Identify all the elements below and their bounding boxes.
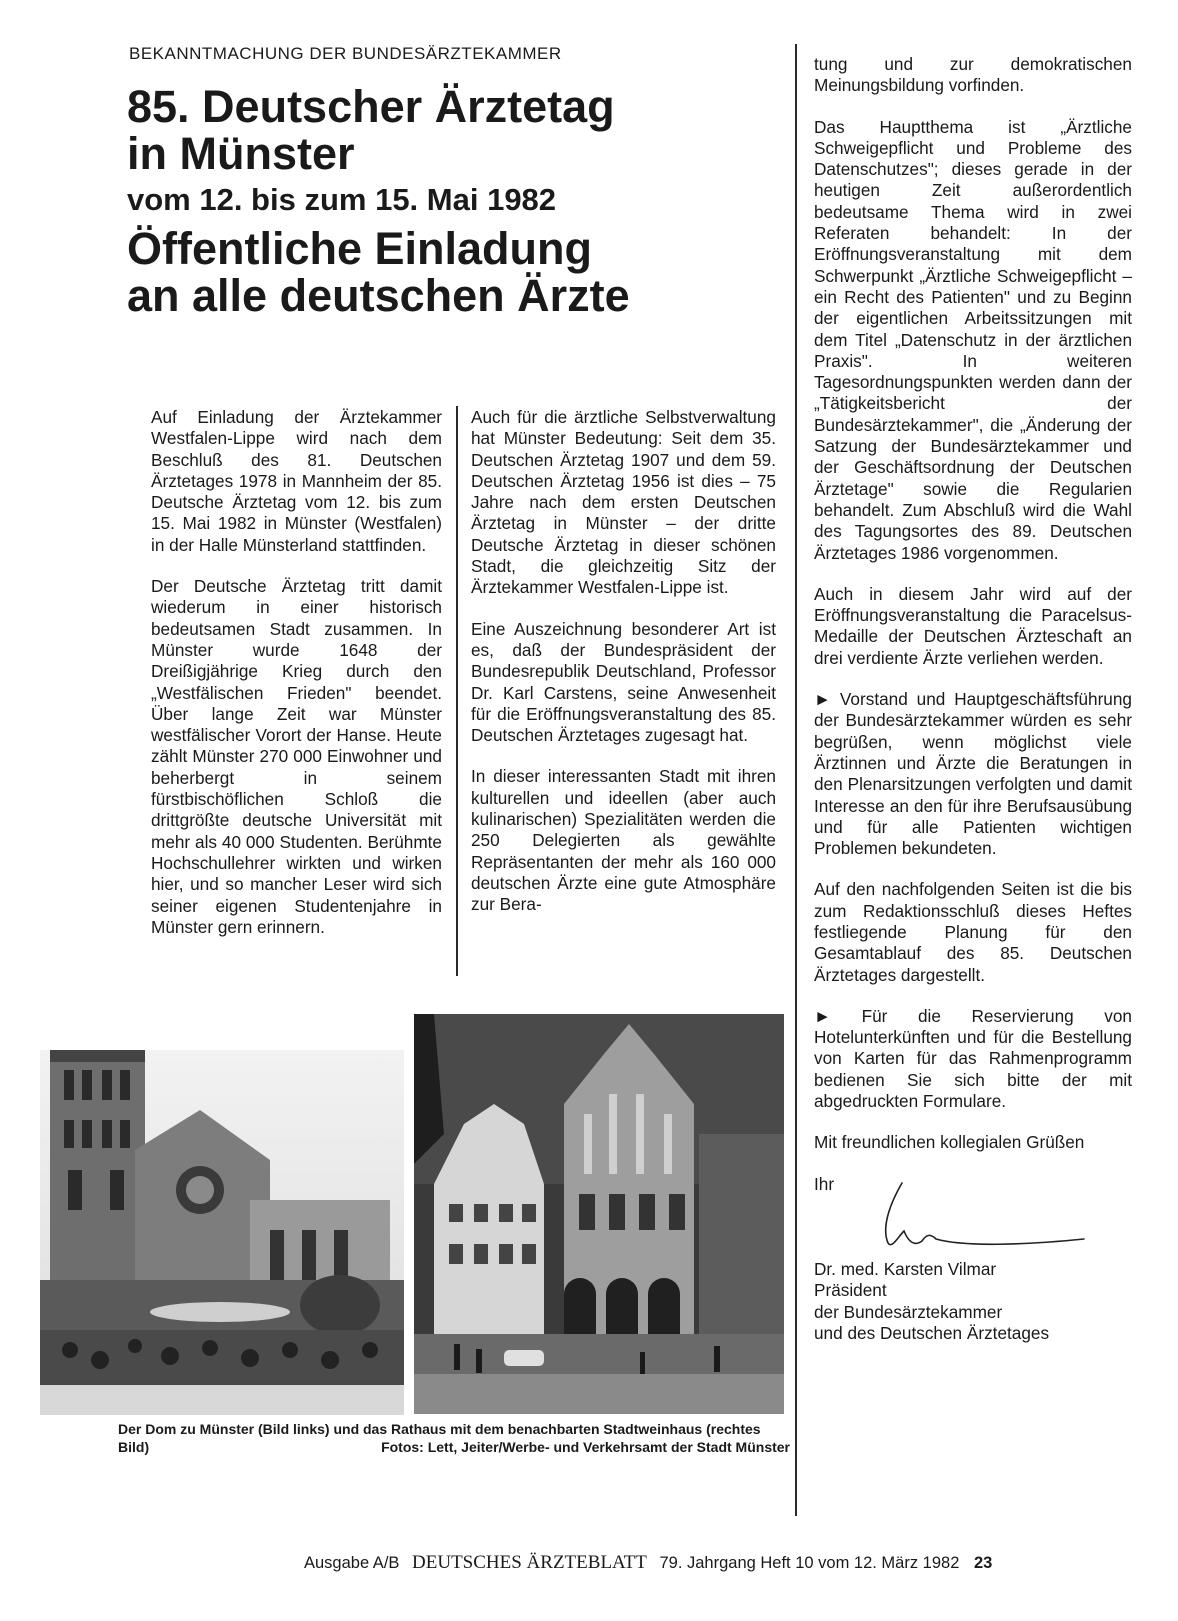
closing: Mit freundlichen kollegialen Grüßen	[814, 1132, 1085, 1153]
col1-paragraph-1: Auf Einladung der Ärztekammer Westfalen-Lippe wird nach dem Beschluß des 81. Deutschen Ärztetages 1978 in Mannheim der 85. Deutsche Ärztetag vom 12. bis zum 15. Mai 1982 in Münster (Westfalen) in der Halle Münsterland stattfinden.	[151, 407, 442, 555]
column-2	[471, 407, 776, 936]
caption-text: Der Dom zu Münster (Bild links) und das Rathaus mit dem benachbarten Stadtweinhaus (rechtes Bild)	[118, 1421, 761, 1455]
signature	[874, 1177, 1114, 1257]
footer-journal: DEUTSCHES ÄRZTEBLATT	[412, 1552, 647, 1573]
kicker: BEKANNTMACHUNG DER BUNDESÄRZTEKAMMER	[129, 44, 562, 63]
signatory-title-1: Präsident	[814, 1280, 887, 1301]
column-divider-left	[456, 406, 458, 976]
signatory-title-3: und des Deutschen Ärztetages	[814, 1322, 1050, 1343]
page-number: 23	[974, 1554, 993, 1572]
col3-paragraph-5: ► Für die Reservierung von Hotelunterkünften und für die Bestellung von Karten für das Rahmenprogramm bedienen Sie sich bitte der mit abgedruckten Formulare.	[814, 1005, 1132, 1112]
town-hall-photo	[414, 1014, 784, 1414]
photo-caption	[118, 1420, 790, 1456]
col3-paragraph-0: tung und zur demokratischen Meinungsbildung vorfinden.	[814, 54, 1132, 96]
headline-dates: vom 12. bis zum 15. Mai 1982	[127, 181, 557, 217]
headline-line1: 85. Deutscher Ärztetag	[127, 81, 615, 132]
column-divider-right	[795, 44, 797, 1516]
signatory-title-2: der Bundesärztekammer	[814, 1301, 1003, 1322]
col3-paragraph-2: Auch in diesem Jahr wird auf der Eröffnungsveranstaltung die Paracelsus-Medaille der Deutschen Ärzteschaft an drei verdiente Ärzte verliehen werden.	[814, 583, 1132, 668]
col3-paragraph-3: ► Vorstand und Hauptgeschäftsführung der Bundesärztekammer würden es sehr begrüßen, wenn möglichst viele Ärztinnen und Ärzte die Beratungen in den Plenarsitzungen verfolgten und damit Interesse an den für ihre Berufsausübung und für alle Patienten wichtigen Problemen bekundeten.	[814, 689, 1132, 859]
photo-credit: Fotos: Lett, Jeiter/Werbe- und Verkehrsamt der Stadt Münster	[381, 1439, 790, 1455]
headline-line4: an alle deutschen Ärzte	[127, 269, 630, 321]
headline-line2: in Münster	[127, 127, 355, 179]
signatory-name: Dr. med. Karsten Vilmar	[814, 1258, 997, 1279]
cathedral-photo	[40, 1050, 404, 1415]
col2-paragraph-2: Eine Auszeichnung besonderer Art ist es, daß der Bundespräsident der Bundesrepublik Deutschland, Professor Dr. Karl Carstens, seine Anwesenheit für die Eröffnungsveranstaltung des 85. Deutschen Ärztetages zugesagt hat.	[471, 618, 776, 746]
footer-edition: Ausgabe A/B	[304, 1554, 400, 1572]
column-1	[151, 407, 442, 958]
footer-issue: 79. Jahrgang Heft 10 vom 12. März 1982	[659, 1554, 960, 1572]
col2-paragraph-1: Auch für die ärztliche Selbstverwaltung hat Münster Bedeutung: Seit dem 35. Deutschen Ärztetag 1907 und dem 59. Deutschen Ärztetag 1956 ist dies – 75 Jahre nach dem ersten Deutschen Ärztetag in Münster – der dritte Deutsche Ärztetag in dieser schönen Stadt, die gleichzeitig Sitz der Ärztekammer Westfalen-Lippe ist.	[471, 407, 776, 598]
col3-paragraph-4: Auf den nachfolgenden Seiten ist die bis zum Redaktionsschluß dieses Heftes festliegende Planung für den Gesamtablauf des 85. Deutschen Ärztetages dargestellt.	[814, 879, 1132, 985]
column-3	[814, 54, 1132, 1344]
ihr-label: Ihr	[814, 1173, 835, 1194]
col2-paragraph-3: In dieser interessanten Stadt mit ihren kulturellen und ideellen (aber auch kulinarischen) Spezialitäten werden die 250 Delegierten als gewählte Repräsentanten der mehr als 160 000 deutschen Ärzte eine gute Atmosphäre zur Bera-	[471, 766, 776, 915]
headline	[127, 81, 767, 321]
col3-paragraph-1: Das Hauptthema ist „Ärztliche Schweigepflicht und Probleme des Datenschutzes"; dieses gerade in der heutigen Zeit außerordentlich bedeutsame Thema wird in zwei Referaten behandelt: In der Eröffnungsveranstaltung mit dem Schwerpunkt „Ärztliche Schweigepflicht – ein Recht des Patienten" und zu Beginn der eigentlichen Arbeitssitzungen mit dem Titel „Datenschutz in der ärztlichen Praxis". In weiteren Tagesordnungspunkten werden dann der „Tätigkeitsbericht der Bundesärztekammer", die „Änderung der Satzung der Bundesärztekammer und der Geschäftsordnung der Deutschen Ärztetage" sowie die Regularien behandelt. Zum Abschluß wird die Wahl des Tagungsortes des 89. Deutschen Ärztetages 1986 vorgenommen.	[814, 116, 1132, 563]
col1-paragraph-2: Der Deutsche Ärztetag tritt damit wiederum in einer historisch bedeutsamen Stadt zusammen. In Münster wurde 1648 der Dreißigjährige Krieg durch den „Westfälischen Frieden" beendet. Über lange Zeit war Münster westfälischer Vorort der Hanse. Heute zählt Münster 270 000 Einwohner und beherbergt in seinem fürstbischöflichen Schloß die drittgrößte deutsche Universität mit mehr als 40 000 Studenten. Berühmte Hochschullehrer wirkten und wirken hier, und so mancher Leser wird sich seiner eigenen Studentenjahre in Münster gern erinnern.	[151, 576, 442, 937]
headline-line3: Öffentliche Einladung	[127, 222, 593, 274]
page-footer	[304, 1552, 992, 1574]
